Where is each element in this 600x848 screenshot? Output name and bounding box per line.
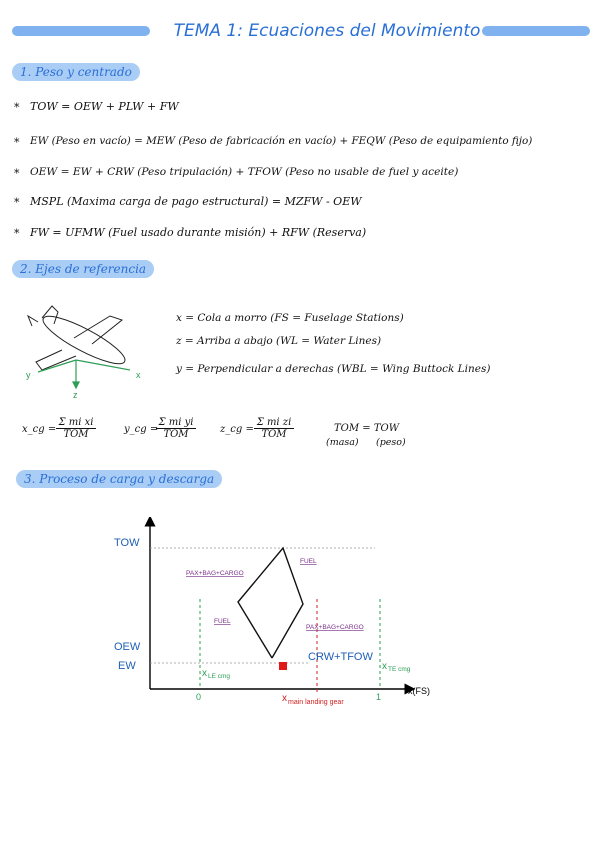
y-axis-label: y	[26, 370, 31, 380]
section1-heading: 1. Peso y centrado	[12, 63, 140, 81]
xle-sub-label: LE cmg	[208, 673, 231, 680]
stabilizer-shape	[28, 316, 38, 326]
section2-heading: 2. Ejes de referencia	[12, 260, 154, 278]
ycg-numerator: Σ mi yi	[156, 417, 196, 429]
left-wing-shape	[36, 350, 76, 370]
bullet-icon: *	[14, 136, 20, 149]
x-axis-line	[76, 360, 130, 370]
fuel-annotation-top: FUEL	[300, 558, 317, 565]
tom-mass-note: (masa)	[326, 437, 359, 448]
ycg-fraction	[156, 417, 196, 440]
equation-mspl: MSPL (Maxima carga de pago estructural) = MZFW - OEW	[30, 195, 362, 208]
pax-annotation-left: PAX+BAG+CARGO	[186, 570, 244, 577]
bullet-icon: *	[14, 227, 20, 240]
xte-sub-label: TE cmg	[388, 666, 411, 673]
xle-label: x	[202, 668, 207, 679]
xte-label: x	[382, 661, 387, 672]
xcg-numerator: Σ mi xi	[56, 417, 96, 429]
x-axis-label: x	[136, 370, 141, 380]
x-tick-1: 1	[376, 692, 382, 702]
zcg-numerator: Σ mi zi	[254, 417, 294, 429]
zcg-lhs: z_cg =	[220, 424, 254, 435]
tow-label: TOW	[114, 537, 140, 549]
aircraft-axes-sketch	[22, 300, 162, 400]
ew-label: EW	[118, 660, 136, 672]
xcg-fraction	[56, 417, 96, 440]
z-axis-label: z	[73, 390, 78, 400]
equation-tow: TOW = OEW + PLW + FW	[30, 100, 179, 113]
ycg-denominator: TOM	[163, 429, 189, 440]
tom-equation: TOM = TOW	[334, 423, 399, 434]
right-wing-shape	[74, 316, 122, 344]
x-axis-title: x(FS)	[408, 686, 430, 696]
bullet-icon: *	[14, 167, 20, 180]
y-axis-line	[38, 360, 76, 372]
title-decoration-left	[12, 26, 150, 36]
xcg-lhs: x_cg =	[22, 424, 57, 435]
pax-annotation-right: PAX+BAG+CARGO	[306, 624, 364, 631]
bullet-icon: *	[14, 196, 20, 209]
equation-ew: EW (Peso en vacío) = MEW (Peso de fabricación en vacío) + FEQW (Peso de equipamiento fijo)	[30, 135, 533, 147]
title-decoration-right	[482, 26, 590, 36]
zcg-denominator: TOM	[261, 429, 287, 440]
loading-diagram-svg	[110, 517, 441, 707]
loading-diagram	[110, 517, 441, 707]
fuel-annotation-bottom: FUEL	[214, 618, 231, 625]
xcg-denominator: TOM	[63, 429, 89, 440]
mlg-label: x	[282, 693, 287, 704]
loading-polygon	[238, 548, 303, 658]
x-tick-0: 0	[196, 692, 202, 702]
axis-y-description: y = Perpendicular a derechas (WBL = Wing Buttock Lines)	[176, 363, 491, 375]
equation-oew: OEW = EW + CRW (Peso tripulación) + TFOW (Peso no usable de fuel y aceite)	[30, 166, 459, 178]
section3-heading: 3. Proceso de carga y descarga	[16, 470, 222, 488]
tail-shape	[42, 306, 58, 324]
oew-label: OEW	[114, 641, 141, 653]
zcg-fraction	[254, 417, 294, 440]
mlg-sub-label: main landing gear	[288, 699, 344, 706]
axis-z-description: z = Arriba a abajo (WL = Water Lines)	[176, 335, 382, 347]
bullet-icon: *	[14, 101, 20, 114]
axis-x-description: x = Cola a morro (FS = Fuselage Stations)	[176, 312, 404, 324]
z-axis-arrow	[73, 382, 79, 388]
page-title: TEMA 1: Ecuaciones del Movimiento	[173, 21, 481, 41]
title-bar	[12, 22, 590, 40]
equation-fw: FW = UFMW (Fuel usado durante misión) + RFW (Reserva)	[30, 226, 367, 239]
ew-cg-marker	[279, 662, 287, 670]
crw-tfow-annotation: CRW+TFOW	[308, 651, 373, 663]
tom-weight-note: (peso)	[376, 437, 406, 448]
ycg-lhs: y_cg =	[124, 424, 159, 435]
